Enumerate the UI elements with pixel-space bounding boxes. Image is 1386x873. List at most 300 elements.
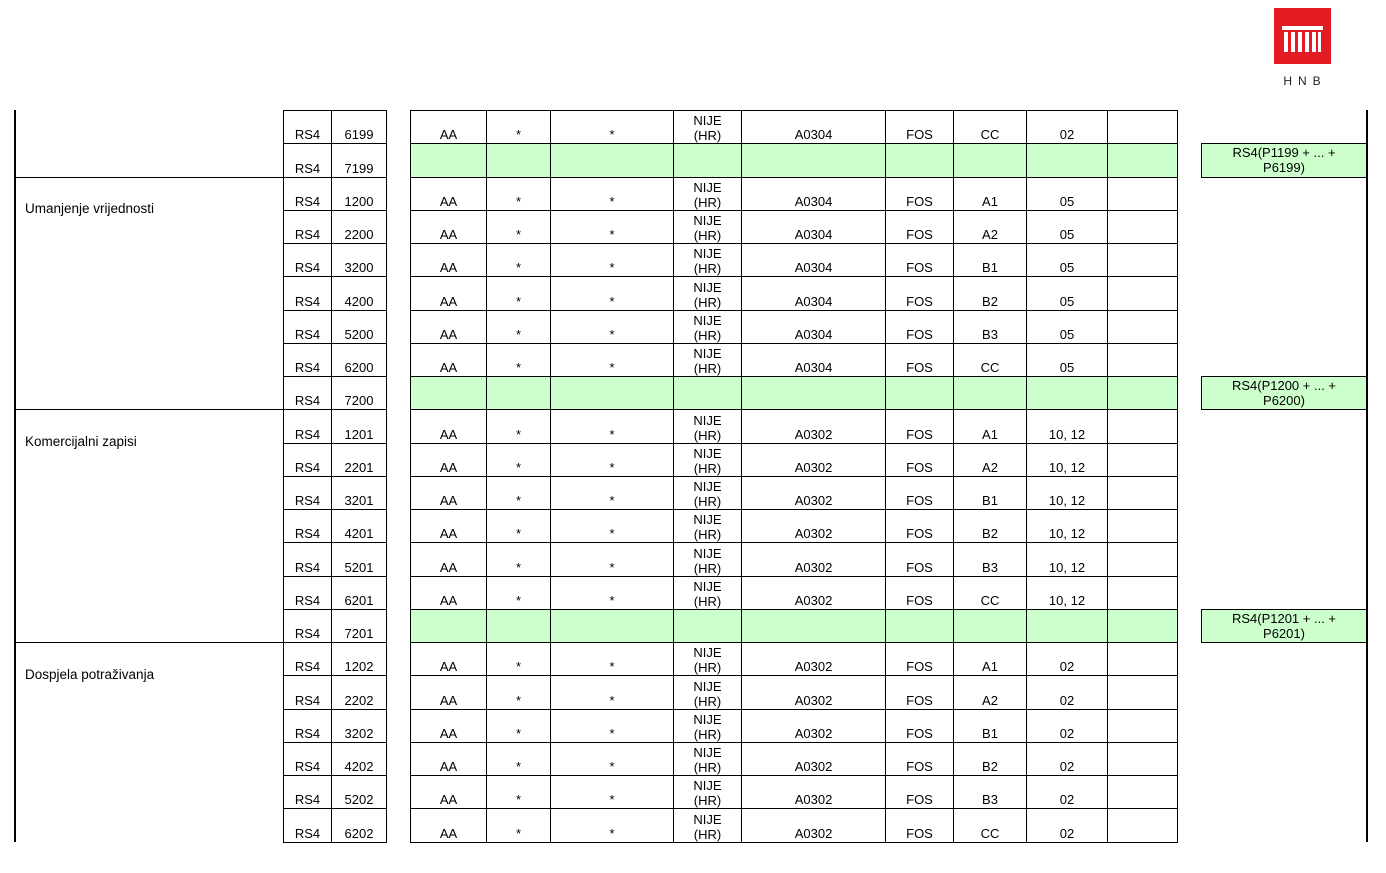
- cell-value-c1: AA: [439, 360, 458, 375]
- table-cell-c4: [673, 609, 742, 643]
- table-cell-c7: [953, 808, 1027, 842]
- table-cell-code: [283, 443, 332, 477]
- table-cell-c2: [486, 775, 551, 809]
- table-cell-c1: [410, 808, 487, 842]
- cell-value-c7: B3: [982, 559, 998, 575]
- table-cell-c4: [673, 675, 742, 709]
- cell-value-c5: A0302: [794, 459, 833, 475]
- table-cell-c5: [741, 110, 886, 144]
- cell-value-c5: A0304: [794, 360, 833, 375]
- cell-value-code: RS4: [294, 559, 321, 575]
- table-cell-code: [283, 276, 332, 310]
- cell-value-code: RS4: [294, 293, 321, 309]
- cell-value-c6: FOS: [906, 493, 933, 508]
- table-cell-c6: [885, 675, 954, 709]
- cell-value-c8: 05: [1059, 193, 1075, 209]
- cell-value-code: RS4: [294, 692, 321, 708]
- cell-value-c1: AA: [439, 193, 458, 209]
- table-cell-c4: [673, 210, 742, 244]
- table-cell-c8: [1026, 143, 1108, 177]
- cell-value-c2: *: [515, 592, 522, 608]
- cell-value-c3: *: [609, 293, 615, 309]
- cell-value-c1: AA: [439, 825, 458, 841]
- cell-value-c1: AA: [439, 792, 458, 808]
- table-cell-code: [283, 409, 332, 443]
- table-cell-c4: [673, 343, 742, 377]
- cell-value-c7: B3: [982, 326, 998, 342]
- cell-value-c7: B1: [982, 260, 998, 276]
- table-cell-num: [331, 709, 387, 743]
- table-cell-code: [283, 742, 332, 776]
- table-cell-num: [331, 110, 387, 144]
- cell-value-c7: A1: [982, 659, 998, 675]
- table-cell-c8: [1026, 376, 1108, 410]
- cell-value-c7: B1: [982, 493, 998, 508]
- table-cell-c4: [673, 310, 742, 344]
- table-cell-code: [283, 376, 332, 410]
- cell-value-c2: *: [515, 426, 522, 442]
- cell-value-c1: AA: [439, 293, 458, 309]
- table-cell-num: [331, 376, 387, 410]
- table-cell-c5: [741, 808, 886, 842]
- table-cell-code: [283, 343, 332, 377]
- cell-value-c6: FOS: [906, 792, 933, 808]
- cell-value-c4: NIJE (HR): [693, 312, 722, 343]
- cell-value-c6: FOS: [906, 260, 933, 276]
- cell-value-c3: *: [609, 592, 615, 608]
- table-cell-c1: [410, 243, 487, 277]
- group-label: Dospjela potraživanja: [25, 666, 155, 682]
- cell-value-c8: 05: [1059, 227, 1075, 242]
- cell-value-c8: 02: [1059, 659, 1075, 675]
- table-cell-c5: [741, 143, 886, 177]
- table-cell-c6: [885, 177, 954, 211]
- table-cell-c6: [885, 808, 954, 842]
- group-label-cell: [16, 177, 283, 411]
- cell-value-num: 4202: [344, 759, 374, 774]
- table-cell-c1: [410, 343, 487, 377]
- table-cell-code: [283, 110, 332, 144]
- cell-value-num: 4200: [344, 293, 374, 309]
- table-cell-c7: [953, 509, 1027, 543]
- cell-value-c2: *: [515, 293, 522, 309]
- cell-value-c8: 02: [1059, 759, 1075, 774]
- table-cell-c9: [1107, 276, 1178, 310]
- table-cell-c9: [1107, 243, 1178, 277]
- table-cell-code: [283, 775, 332, 809]
- cell-value-c1: AA: [439, 725, 458, 741]
- cell-value-c2: *: [515, 692, 522, 708]
- table-cell-c3: [550, 243, 674, 277]
- table-cell-c9: [1107, 675, 1178, 709]
- cell-value-c2: *: [515, 825, 522, 841]
- cell-value-num: 6199: [344, 127, 374, 143]
- table-cell-c1: [410, 742, 487, 776]
- table-cell-c9: [1107, 210, 1178, 244]
- cell-value-c6: FOS: [906, 127, 933, 143]
- table-cell-c9: [1107, 609, 1178, 643]
- cell-value-c1: AA: [439, 559, 458, 575]
- table-cell-c7: [953, 310, 1027, 344]
- table-cell-c7: [953, 443, 1027, 477]
- table-cell-c5: [741, 675, 886, 709]
- cell-value-c1: AA: [439, 592, 458, 608]
- cell-value-code: RS4: [294, 260, 321, 276]
- table-cell-c7: [953, 110, 1027, 144]
- cell-value-c5: A0302: [794, 659, 833, 675]
- cell-value-c4: NIJE (HR): [693, 479, 722, 509]
- table-cell-c6: [885, 476, 954, 510]
- table-cell-c8: [1026, 542, 1108, 576]
- cell-value-c3: *: [609, 459, 615, 475]
- cell-value-code: RS4: [294, 227, 321, 242]
- cell-value-c3: *: [609, 227, 615, 242]
- cell-value-num: 6200: [344, 360, 374, 375]
- cell-value-c2: *: [515, 193, 522, 209]
- cell-value-c6: FOS: [906, 326, 933, 342]
- cell-value-c5: A0302: [794, 692, 833, 708]
- table-cell-c8: [1026, 642, 1108, 676]
- table-cell-c8: [1026, 509, 1108, 543]
- cell-value-c7: B2: [982, 759, 998, 774]
- table-cell-c2: [486, 675, 551, 709]
- table-cell-c7: [953, 675, 1027, 709]
- table-cell-c2: [486, 143, 551, 177]
- group-label-cell: [16, 642, 283, 843]
- table-cell-c6: [885, 509, 954, 543]
- table-cell-c6: [885, 143, 954, 177]
- cell-value-c5: A0302: [794, 526, 833, 542]
- cell-value-c6: FOS: [906, 692, 933, 708]
- cell-value-c5: A0302: [794, 725, 833, 741]
- cell-value-c2: *: [515, 559, 522, 575]
- cell-value-c4: NIJE (HR): [693, 645, 722, 676]
- table-cell-c6: [885, 110, 954, 144]
- table-cell-num: [331, 443, 387, 477]
- cell-value-c6: FOS: [906, 592, 933, 608]
- cell-value-num: 1202: [344, 659, 374, 675]
- table-cell-c3: [550, 409, 674, 443]
- group-label-cell: [16, 409, 283, 643]
- cell-value-c4: NIJE (HR): [693, 512, 722, 543]
- cell-value-c2: *: [515, 360, 522, 375]
- cell-value-c5: A0302: [794, 825, 833, 841]
- table-cell-c2: [486, 343, 551, 377]
- table-cell-c7: [953, 243, 1027, 277]
- cell-value-num: 2201: [344, 459, 374, 475]
- cell-value-c6: FOS: [906, 193, 933, 209]
- table-cell-c7: [953, 775, 1027, 809]
- table-cell-c3: [550, 110, 674, 144]
- cell-value-c7: B2: [982, 293, 998, 309]
- cell-value-code: RS4: [294, 160, 321, 176]
- table-cell-c3: [550, 376, 674, 410]
- table-cell-c9: [1107, 742, 1178, 776]
- table-cell-c9: [1107, 509, 1178, 543]
- cell-value-code: RS4: [294, 459, 321, 475]
- table-cell-c3: [550, 742, 674, 776]
- table-cell-c2: [486, 310, 551, 344]
- cell-value-code: RS4: [294, 426, 321, 442]
- table-cell-c4: [673, 576, 742, 610]
- cell-value-c7: CC: [980, 360, 1000, 375]
- table-cell-c5: [741, 443, 886, 477]
- table-cell-c5: [741, 276, 886, 310]
- cell-value-c8: 10, 12: [1048, 592, 1086, 608]
- table-cell-code: [283, 177, 332, 211]
- table-cell-code: [283, 210, 332, 244]
- cell-value-c1: AA: [439, 260, 458, 276]
- table-cell-c6: [885, 343, 954, 377]
- table-cell-c4: [673, 143, 742, 177]
- cell-value-c6: FOS: [906, 559, 933, 575]
- cell-value-num: 1201: [344, 426, 374, 442]
- table-cell-c8: [1026, 476, 1108, 510]
- cell-value-c4: NIJE (HR): [693, 811, 722, 842]
- table-cell-c8: [1026, 609, 1108, 643]
- table-cell-c5: [741, 542, 886, 576]
- table-cell-c8: [1026, 310, 1108, 344]
- cell-value-num: 2200: [344, 227, 374, 242]
- table-cell-c4: [673, 443, 742, 477]
- table-cell-c5: [741, 476, 886, 510]
- table-cell-c2: [486, 476, 551, 510]
- cell-value-c2: *: [515, 127, 522, 143]
- table-cell-c5: [741, 177, 886, 211]
- cell-value-c3: *: [609, 193, 615, 209]
- cell-value-c7: A2: [982, 459, 998, 475]
- cell-value-c4: NIJE (HR): [693, 745, 722, 775]
- cell-value-c3: *: [609, 526, 615, 542]
- table-cell-c1: [410, 177, 487, 211]
- cell-value-c4: NIJE (HR): [693, 179, 722, 210]
- table-cell-c9: [1107, 443, 1178, 477]
- cell-value-c8: 02: [1059, 825, 1075, 841]
- table-cell-c4: [673, 409, 742, 443]
- cell-value-c1: AA: [439, 526, 458, 542]
- table-cell-c7: [953, 542, 1027, 576]
- cell-value-c7: A1: [982, 193, 998, 209]
- table-cell-c1: [410, 443, 487, 477]
- table-cell-c5: [741, 343, 886, 377]
- table-cell-c1: [410, 276, 487, 310]
- table-cell-num: [331, 742, 387, 776]
- table-cell-code: [283, 576, 332, 610]
- table-cell-num: [331, 310, 387, 344]
- table-cell-c2: [486, 243, 551, 277]
- table-cell-c2: [486, 409, 551, 443]
- table-cell-c3: [550, 310, 674, 344]
- cell-value-c3: *: [609, 127, 615, 143]
- table-cell-c4: [673, 775, 742, 809]
- table-cell-num: [331, 409, 387, 443]
- table-cell-c9: [1107, 709, 1178, 743]
- cell-value-c2: *: [515, 326, 522, 342]
- cell-value-code: RS4: [294, 825, 321, 841]
- cell-value-c4: NIJE (HR): [693, 778, 722, 809]
- cell-value-num: 7199: [344, 160, 374, 176]
- table-cell-c9: [1107, 642, 1178, 676]
- table-cell-c8: [1026, 343, 1108, 377]
- table-cell-c1: [410, 609, 487, 643]
- table-cell-c2: [486, 576, 551, 610]
- cell-value-c1: AA: [439, 127, 458, 143]
- table-cell-code: [283, 675, 332, 709]
- cell-value-c1: AA: [439, 493, 458, 508]
- cell-value-c2: *: [515, 659, 522, 675]
- cell-value-c6: FOS: [906, 725, 933, 741]
- table-cell-c8: [1026, 276, 1108, 310]
- table-cell-c2: [486, 276, 551, 310]
- table-cell-c7: [953, 576, 1027, 610]
- cell-value-c5: A0302: [794, 592, 833, 608]
- table-cell-c8: [1026, 808, 1108, 842]
- table-cell-c1: [410, 542, 487, 576]
- group-label: Komercijalni zapisi: [25, 433, 137, 449]
- table-cell-c6: [885, 376, 954, 410]
- cell-value-c3: *: [609, 326, 615, 342]
- table-cell-c3: [550, 542, 674, 576]
- cell-value-c7: CC: [980, 592, 1000, 608]
- table-cell-c1: [410, 110, 487, 144]
- table-cell-c3: [550, 775, 674, 809]
- group-label-cell: [16, 110, 283, 178]
- cell-value-c5: A0304: [794, 227, 833, 242]
- table-cell-c1: [410, 376, 487, 410]
- cell-value-num: 3201: [344, 493, 374, 508]
- table-cell-c5: [741, 609, 886, 643]
- table-cell-c9: [1107, 808, 1178, 842]
- cell-value-c8: 05: [1059, 360, 1075, 375]
- cell-value-num: 2202: [344, 692, 374, 708]
- cell-value-c7: A2: [982, 227, 998, 242]
- table-cell-c3: [550, 276, 674, 310]
- table-cell-c1: [410, 476, 487, 510]
- table-cell-c8: [1026, 243, 1108, 277]
- table-cell-c9: [1107, 177, 1178, 211]
- table-cell-code: [283, 808, 332, 842]
- table-cell-c1: [410, 509, 487, 543]
- table-cell-c9: [1107, 409, 1178, 443]
- table-cell-code: [283, 509, 332, 543]
- table-cell-c6: [885, 210, 954, 244]
- table-cell-c8: [1026, 576, 1108, 610]
- sum-formula: RS4(P1201 + ... + P6201): [1231, 610, 1337, 641]
- cell-value-code: RS4: [294, 326, 321, 342]
- cell-value-c3: *: [609, 792, 615, 808]
- table-cell-c2: [486, 509, 551, 543]
- table-cell-c7: [953, 642, 1027, 676]
- table-cell-c1: [410, 675, 487, 709]
- table-cell-num: [331, 609, 387, 643]
- cell-value-c5: A0304: [794, 127, 833, 143]
- cell-value-code: RS4: [294, 360, 321, 375]
- cell-value-c5: A0304: [794, 260, 833, 276]
- table-cell-c3: [550, 143, 674, 177]
- cell-value-c8: 10, 12: [1048, 426, 1086, 442]
- table-cell-c7: [953, 343, 1027, 377]
- cell-value-c8: 10, 12: [1048, 526, 1086, 542]
- table-cell-num: [331, 576, 387, 610]
- cell-value-c5: A0302: [794, 493, 833, 508]
- table-cell-c5: [741, 642, 886, 676]
- cell-value-c8: 02: [1059, 792, 1075, 808]
- table-cell-c1: [410, 775, 487, 809]
- table-cell-c2: [486, 642, 551, 676]
- cell-value-c4: NIJE (HR): [693, 279, 722, 310]
- table-cell-c9: [1107, 343, 1178, 377]
- cell-value-code: RS4: [294, 626, 321, 641]
- cell-value-c6: FOS: [906, 293, 933, 309]
- cell-value-num: 1200: [344, 193, 374, 209]
- table-cell-num: [331, 476, 387, 510]
- table-cell-c2: [486, 808, 551, 842]
- table-cell-num: [331, 808, 387, 842]
- cell-value-c7: B3: [982, 792, 998, 808]
- table-cell-c2: [486, 709, 551, 743]
- cell-value-c7: CC: [980, 825, 1000, 841]
- cell-value-c1: AA: [439, 459, 458, 475]
- table-cell-c5: [741, 775, 886, 809]
- cell-value-code: RS4: [294, 493, 321, 508]
- cell-value-c2: *: [515, 459, 522, 475]
- table-cell-c3: [550, 177, 674, 211]
- table-cell-c6: [885, 742, 954, 776]
- cell-value-c7: CC: [980, 127, 1000, 143]
- table-cell-c7: [953, 177, 1027, 211]
- table-cell-c9: [1107, 110, 1178, 144]
- cell-value-c3: *: [609, 759, 615, 774]
- cell-value-c3: *: [609, 659, 615, 675]
- cell-value-c4: NIJE (HR): [693, 545, 722, 576]
- table-cell-c6: [885, 542, 954, 576]
- table-cell-code: [283, 476, 332, 510]
- cell-value-c4: NIJE (HR): [693, 346, 722, 376]
- cell-value-c3: *: [609, 559, 615, 575]
- cell-value-c8: 10, 12: [1048, 493, 1086, 508]
- table-cell-c4: [673, 476, 742, 510]
- table-cell-c4: [673, 709, 742, 743]
- cell-value-c5: A0304: [794, 326, 833, 342]
- table-cell-c7: [953, 742, 1027, 776]
- table-cell-c8: [1026, 110, 1108, 144]
- cell-value-code: RS4: [294, 792, 321, 808]
- table-cell-c4: [673, 742, 742, 776]
- table-cell-c4: [673, 177, 742, 211]
- table-cell-c7: [953, 276, 1027, 310]
- table-cell-c3: [550, 675, 674, 709]
- sum-formula-cell: [1201, 143, 1367, 177]
- group-label: Umanjenje vrijednosti: [25, 201, 155, 217]
- table-cell-c5: [741, 210, 886, 244]
- table-cell-c6: [885, 276, 954, 310]
- table-cell-c9: [1107, 576, 1178, 610]
- table-cell-c3: [550, 808, 674, 842]
- cell-value-c7: B2: [982, 526, 998, 542]
- cell-value-c5: A0302: [794, 426, 833, 442]
- cell-value-c7: A1: [982, 426, 998, 442]
- cell-value-c4: NIJE (HR): [693, 113, 722, 144]
- table-cell-c6: [885, 775, 954, 809]
- table-cell-c1: [410, 576, 487, 610]
- cell-value-code: RS4: [294, 659, 321, 675]
- cell-value-c2: *: [515, 493, 522, 508]
- cell-value-c8: 10, 12: [1048, 459, 1086, 475]
- table-cell-c6: [885, 609, 954, 643]
- table-cell-num: [331, 775, 387, 809]
- cell-value-num: 3200: [344, 260, 374, 276]
- cell-value-c4: NIJE (HR): [693, 578, 722, 609]
